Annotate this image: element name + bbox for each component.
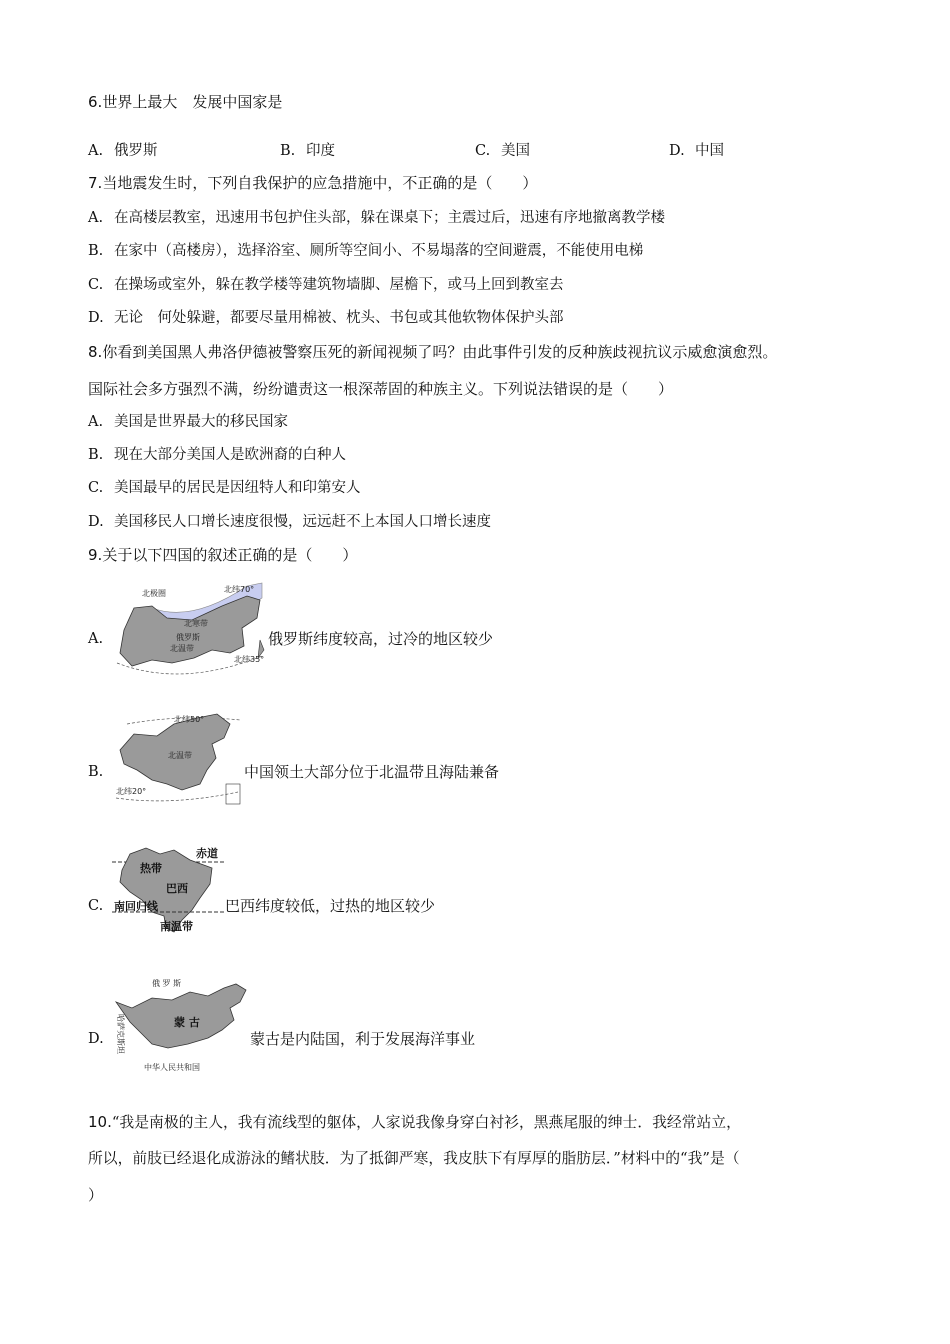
map-label-n20: 北纬20° xyxy=(116,787,147,796)
q8-option-c: C. 美国最早的居民是因纽特人和印第安人 xyxy=(88,480,361,496)
map-label-arctic: 北极圈 xyxy=(142,589,166,598)
map-label-south-temperate: 南温带 xyxy=(160,920,193,933)
map-label-russia: 俄罗斯 xyxy=(176,633,200,642)
q7-option-b: B. 在家中（高楼房），选择浴室、厕所等空间小、不易塌落的空间避震，不能使用电梯 xyxy=(88,243,644,259)
q6-option-a: A. 俄罗斯 xyxy=(88,143,158,159)
map-label-temperate-china: 北温带 xyxy=(168,751,192,760)
map-label-n70: 北纬70° xyxy=(224,585,255,594)
mongolia-map xyxy=(112,974,250,1078)
question-10-stem-line2: 所以，前肢已经退化成游泳的鳍状肢．为了抵御严寒，我皮肤下有厚厚的脂肪层．”材料中的“我”是（ xyxy=(88,1150,740,1167)
q6-option-d: D. 中国 xyxy=(669,143,724,159)
question-9-stem: 9.关于以下四国的叙述正确的是（ ） xyxy=(88,546,358,564)
q9-option-b-letter: B. xyxy=(88,764,104,780)
q8-option-a: A. 美国是世界最大的移民国家 xyxy=(88,414,288,430)
map-label-frigid: 北寒带 xyxy=(184,619,208,628)
q9-option-c-text: 巴西纬度较低，过热的地区较少 xyxy=(225,897,436,915)
q8-option-b: B. 现在大部分美国人是欧洲裔的白种人 xyxy=(88,447,346,463)
q6-option-c: C. 美国 xyxy=(475,143,530,159)
question-10-stem-line1: 10.“我是南极的主人，我有流线型的躯体，人家说我像身穿白衬衫，黑燕尾服的绅士．我经常站立， xyxy=(88,1113,741,1131)
q6-option-b: B. 印度 xyxy=(280,143,335,159)
map-label-brazil: 巴西 xyxy=(166,882,188,895)
q9-option-d-letter: D. xyxy=(88,1031,104,1047)
q9-option-a-text: 俄罗斯纬度较高，过冷的地区较少 xyxy=(268,630,494,648)
map-label-mongolia: 蒙 古 xyxy=(174,1016,200,1029)
question-8-stem-line1: 8.你看到美国黑人弗洛伊德被警察压死的新闻视频了吗？由此事件引发的反种族歧视抗议示威愈演愈烈。 xyxy=(88,343,778,361)
question-8-stem-line2: 国际社会多方强烈不满，纷纷谴责这一根深蒂固的种族主义。下列说法错误的是（ ） xyxy=(88,380,674,398)
question-10-stem-line3: ） xyxy=(88,1186,104,1204)
q7-option-c: C. 在操场或室外，躲在教学楼等建筑物墙脚、屋檐下，或马上回到教室去 xyxy=(88,277,564,293)
q7-option-a: A. 在高楼层教室，迅速用书包护住头部，躲在课桌下；主震过后，迅速有序地撤离教学楼 xyxy=(88,210,665,226)
map-label-n35: 北纬35° xyxy=(234,655,265,664)
q7-option-d: D. 无论 何处躲避，都要尽量用棉被、枕头、书包或其他软物体保护头部 xyxy=(88,310,564,326)
map-label-prc: 中华人民共和国 xyxy=(144,1063,200,1072)
q9-option-b-text: 中国领土大部分位于北温带且海陆兼备 xyxy=(244,763,500,781)
q9-option-d-text: 蒙古是内陆国，利于发展海洋事业 xyxy=(250,1030,476,1048)
brazil-map xyxy=(112,840,224,940)
map-label-temperate: 北温带 xyxy=(170,644,194,653)
map-label-russia-north: 俄 罗 斯 xyxy=(152,979,182,988)
map-label-tropic: 热带 xyxy=(140,862,162,875)
map-label-n50: 北纬50° xyxy=(174,715,205,724)
russia-map xyxy=(112,578,267,678)
question-6-stem: 6.世界上最大 发展中国家是 xyxy=(88,93,283,111)
question-7-stem: 7.当地震发生时，下列自我保护的应急措施中，不正确的是（ ） xyxy=(88,174,538,192)
map-label-capricorn: 南回归线 xyxy=(114,900,158,913)
map-label-kazakhstan: 哈萨克斯坦 xyxy=(116,1014,125,1054)
q9-option-c-letter: C. xyxy=(88,898,104,914)
q8-option-d: D. 美国移民人口增长速度很慢，远远赶不上本国人口增长速度 xyxy=(88,514,491,530)
q9-option-a-letter: A. xyxy=(88,631,104,647)
china-map xyxy=(112,710,244,810)
map-label-equator: 赤道 xyxy=(196,847,218,860)
